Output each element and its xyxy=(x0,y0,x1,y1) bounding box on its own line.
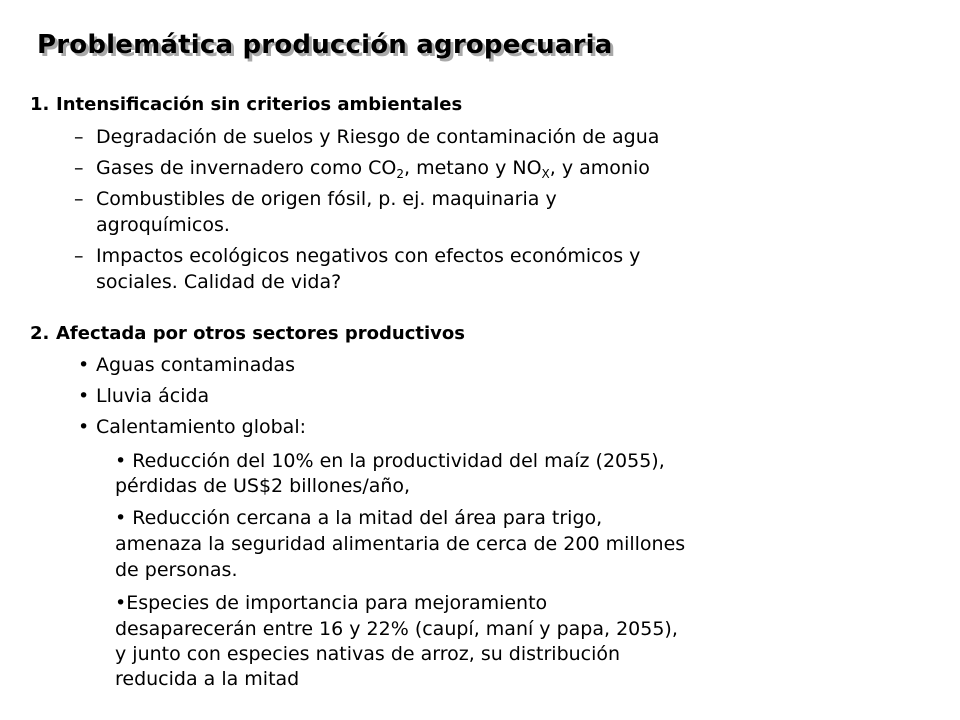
section-2-item-2 xyxy=(78,384,210,408)
subitem-3-line-2: desaparecerán entre 16 y 22% (caupí, maní y papa, 2055), xyxy=(115,618,678,640)
subitem-3-line-1: •Especies de importancia para mejoramiento xyxy=(115,592,548,614)
section-1-item-3 xyxy=(74,187,557,211)
section-1-heading-text: Intensificación sin criterios ambientales xyxy=(56,94,463,115)
section-1-item-4-cont: sociales. Calidad de vida? xyxy=(96,271,342,293)
item-text-pre: Gases de invernadero como CO xyxy=(96,157,397,179)
section-2-heading xyxy=(30,322,465,346)
section-2-heading-text: Afectada por otros sectores productivos xyxy=(56,323,465,344)
subscript-x: X xyxy=(541,167,550,181)
item-text-mid: , metano y NO xyxy=(404,157,542,179)
item-text-post: , y amonio xyxy=(549,157,650,179)
dash-marker: – xyxy=(74,126,84,148)
section-1-item-1 xyxy=(74,125,660,149)
subscript-2: 2 xyxy=(396,167,405,181)
slide-title: Problemática producción agropecuaria xyxy=(37,30,613,60)
subitem-2-line-3: de personas. xyxy=(115,559,238,581)
section-1-number: 1. xyxy=(30,94,50,115)
subitem-3-line-4: reducida a la mitad xyxy=(115,668,300,690)
item-text: Degradación de suelos y Riesgo de contaminación de agua xyxy=(96,126,660,148)
section-1-heading xyxy=(30,93,462,117)
subitem-1-line-2: pérdidas de US$2 billones/año, xyxy=(115,475,411,497)
item-text: Lluvia ácida xyxy=(96,385,210,407)
section-1-item-2 xyxy=(74,156,650,181)
item-text: Aguas contaminadas xyxy=(96,354,295,376)
section-2-item-3 xyxy=(78,415,306,439)
subitem-1-line-1: • Reducción del 10% en la productividad del maíz (2055), xyxy=(115,450,665,472)
subitem-2-line-1: • Reducción cercana a la mitad del área para trigo, xyxy=(115,507,603,529)
section-1-item-3-cont: agroquímicos. xyxy=(96,214,230,236)
item-text: Calentamiento global: xyxy=(96,416,306,438)
item-text: Impactos ecológicos negativos con efectos económicos y xyxy=(96,245,641,267)
bullet-marker: • xyxy=(78,354,90,376)
section-2-number: 2. xyxy=(30,323,50,344)
section-2-item-1 xyxy=(78,353,295,377)
item-text: Combustibles de origen fósil, p. ej. maquinaria y xyxy=(96,188,557,210)
dash-marker: – xyxy=(74,157,84,179)
dash-marker: – xyxy=(74,245,84,267)
bullet-marker: • xyxy=(78,385,90,407)
dash-marker: – xyxy=(74,188,84,210)
subitem-2-line-2: amenaza la seguridad alimentaria de cerca de 200 millones xyxy=(115,533,686,555)
subitem-3-line-3: y junto con especies nativas de arroz, su distribución xyxy=(115,643,621,665)
section-1-item-4 xyxy=(74,244,641,268)
bullet-marker: • xyxy=(78,416,90,438)
